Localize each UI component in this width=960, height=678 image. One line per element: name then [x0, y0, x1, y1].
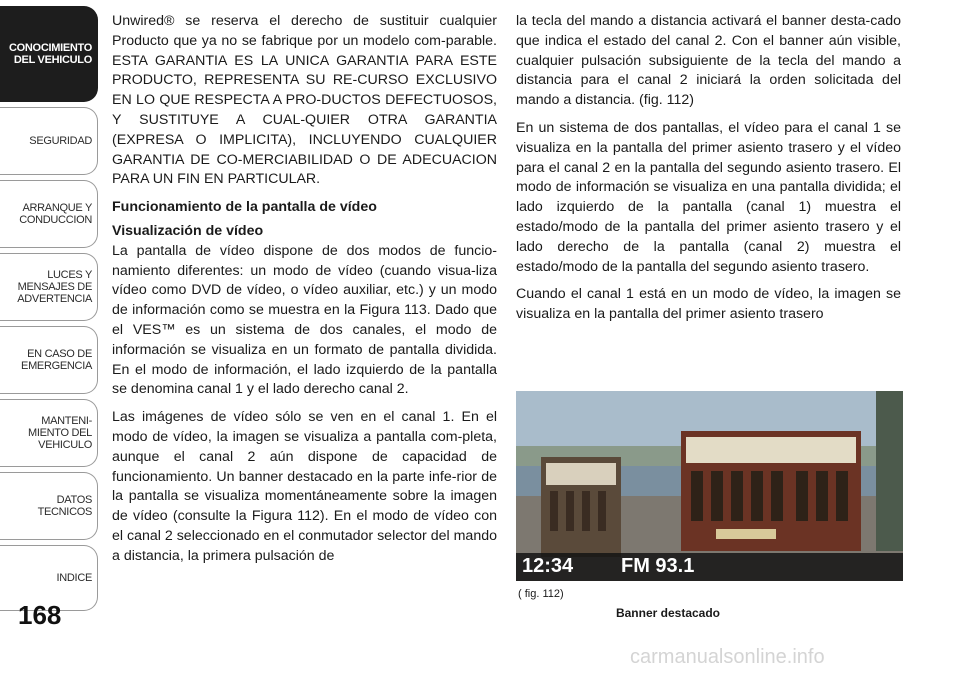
banner-radio-station: FM 93.1 — [621, 555, 695, 577]
video-screen-figure — [516, 391, 903, 581]
tab-en-caso-de-emergencia[interactable]: EN CASO DE EMERGENCIA — [0, 326, 98, 394]
tab-mantenimiento-del-vehiculo[interactable]: MANTENI- MIENTO DEL VEHICULO — [0, 399, 98, 467]
highlight-banner — [516, 553, 903, 581]
figure-title: Banner destacado — [615, 606, 721, 620]
body-paragraph: Las imágenes de vídeo sólo se ven en el canal 1. En el modo de vídeo, la imagen se visualiza a pantalla com-pleta, aunque el canal 2 aún dispone de capacidad de funcionamiento. Un banner destacado en la parte infe-rior de la pantalla se visualiza momentáneamente sobre la imagen de vídeo (consulte la Figura 112). En el modo de vídeo con el canal 2 seleccionado en el conmutador selector del mando a distancia, la primera pulsación de — [112, 409, 497, 564]
tab-seguridad[interactable]: SEGURIDAD — [0, 107, 98, 175]
banner-time: 12:34 — [522, 555, 574, 577]
warranty-paragraph: Unwired® se reserva el derecho de sustituir cualquier Producto que ya no se fabrique por un modelo com-parable. ESTA GARANTIA ES LA UNICA GARANTIA PARA ESTE PRODUCTO, REPRESENTA SU RE-CURSO EXCLUSIVO EN LO QUE RESPECTA A PRO-DUCTOS DEFECTUOSOS, Y SUSTITUYE A CUAL-QUIER OTRA GARANTIA (EXPRESA O IMPLICITA), INCLUYENDO CUALQUIER GARANTIA DE CO-MERCIABILIDAD O DE ADECUACION PARA UN FIN EN PARTICULAR. — [112, 13, 497, 188]
section-heading: Funcionamiento de la pantalla de vídeo — [112, 199, 377, 216]
tab-indice[interactable]: INDICE — [0, 545, 98, 611]
body-paragraph: la tecla del mando a distancia activará el banner desta-cado que indica el estado del canal 2. Con el banner aún visible, cualquier pulsación subsiguiente de la tecla del mando a distancia para el canal 2 iniciará la orden solicitada del mando a distancia. (fig. 112) — [516, 13, 901, 109]
text-column-right — [516, 12, 901, 333]
body-paragraph: Cuando el canal 1 está en un modo de vídeo, la imagen se visualiza en la pantalla del primer asiento trasero — [516, 286, 901, 323]
watermark: carmanualsonline.info — [630, 646, 825, 668]
subsection-heading: Visualización de vídeo — [112, 222, 264, 239]
tab-luces-y-mensajes[interactable]: LUCES Y MENSAJES DE ADVERTENCIA — [0, 253, 98, 321]
tab-conocimiento-del-vehiculo[interactable]: CONOCIMIENTO DEL VEHICULO — [0, 6, 98, 102]
tab-datos-tecnicos[interactable]: DATOS TECNICOS — [0, 472, 98, 540]
tab-arranque-y-conduccion[interactable]: ARRANQUE Y CONDUCCION — [0, 180, 98, 248]
body-paragraph: La pantalla de vídeo dispone de dos modos de funcio-namiento diferentes: un modo de vídeo (cuando visua-liza vídeo como DVD de vídeo, o vídeo auxiliar, etc.) y un modo de información como se muestra en la Figura 113. Dado que el VES™ es un sistema de dos canales, el modo de información se visualiza en un formato de pantalla dividida. En el modo de información, el lado izquierdo de la pantalla se denomina canal 1 y el lado derecho canal 2. — [112, 242, 497, 398]
chapter-sidebar — [0, 0, 100, 678]
page-number: 168 — [18, 600, 62, 630]
figure-caption: ( fig. 112) — [518, 588, 564, 600]
text-column-left — [112, 12, 497, 575]
body-paragraph: En un sistema de dos pantallas, el vídeo para el canal 1 se visualiza en la pantalla del primer asiento trasero y el vídeo para el canal 2 en la pantalla del segundo asiento trasero. El modo de información se visualiza en una pantalla dividida; el lado izquierdo de la pantalla (canal 1) muestra el estado/modo de la pantalla del primer asiento trasero y el lado derecho de la pantalla (canal 2) muestra el estado/modo de la pantalla del segundo asiento trasero. — [516, 119, 901, 275]
